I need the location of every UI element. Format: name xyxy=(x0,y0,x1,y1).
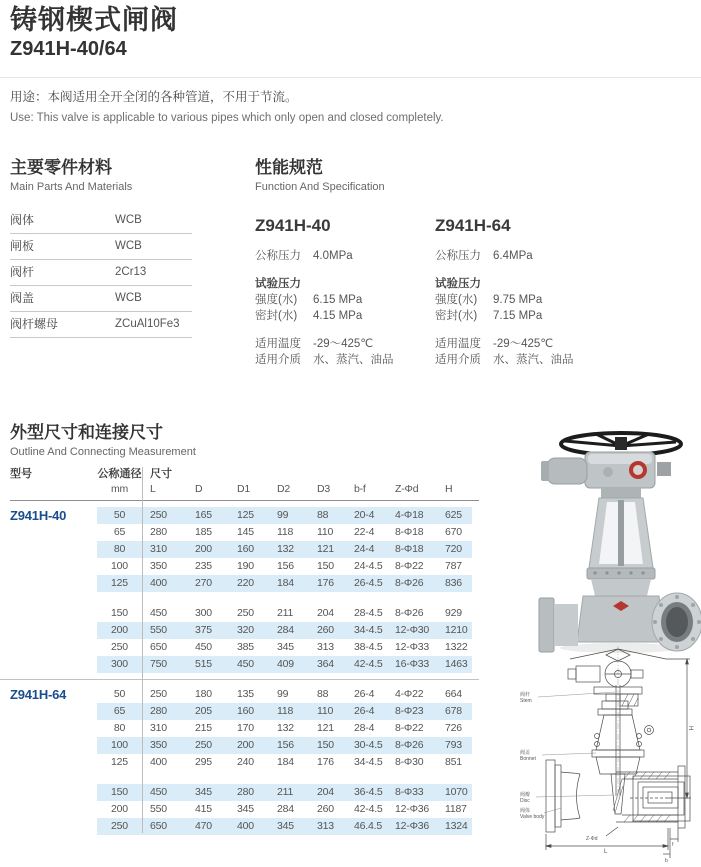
page-header xyxy=(10,4,178,61)
specification-section xyxy=(255,158,685,368)
dims-value: 470 xyxy=(195,820,212,832)
dims-value: 280 xyxy=(150,526,167,538)
dims-value: 720 xyxy=(445,543,462,555)
dims-row xyxy=(97,656,472,673)
spec-row xyxy=(435,352,615,368)
dims-value: 26-4 xyxy=(354,688,375,700)
use-note-cn: 用途：本阀适用全开全闭的各种管道，不用于节流。 xyxy=(10,90,298,104)
dims-group-model: Z941H-40 xyxy=(10,508,67,523)
dim-l-label: L xyxy=(604,849,608,855)
label-stem-cn: 阀杆 xyxy=(520,692,531,698)
dimensions-table xyxy=(10,467,479,833)
dims-group-model: Z941H-64 xyxy=(10,687,67,702)
electric-actuator xyxy=(541,452,671,488)
dims-value: 284 xyxy=(277,803,294,815)
dims-value: 160 xyxy=(237,543,254,555)
dims-dn-value: 50 xyxy=(113,509,126,521)
dims-value: 88 xyxy=(317,509,329,521)
dims-value: 364 xyxy=(317,658,334,670)
dims-row xyxy=(97,575,472,592)
dims-value: 156 xyxy=(277,739,294,751)
spec-model-column xyxy=(435,216,615,368)
dims-dn-value: 65 xyxy=(113,705,126,717)
size-col-header: Z-Φd xyxy=(395,483,419,495)
dims-value: 345 xyxy=(195,786,212,798)
row-gap xyxy=(97,592,472,605)
dims-value: 1324 xyxy=(445,820,468,832)
materials-title-en: Main Parts And Materials xyxy=(10,181,133,193)
dims-value: 205 xyxy=(195,705,212,717)
spec-title-en: Function And Specification xyxy=(255,181,385,193)
label-disc-en: Disc xyxy=(520,798,530,804)
dims-value: 156 xyxy=(277,560,294,572)
spec-row xyxy=(255,352,435,368)
dims-value: 8-Φ22 xyxy=(395,560,424,572)
dims-value: 678 xyxy=(445,705,462,717)
dims-value: 664 xyxy=(445,688,462,700)
spec-row xyxy=(435,276,615,292)
material-value: WCB xyxy=(115,214,142,226)
dims-value: 184 xyxy=(277,756,294,768)
spec-row xyxy=(435,248,615,264)
dims-value: 350 xyxy=(150,739,167,751)
dims-value: 726 xyxy=(445,722,462,734)
dims-value: 400 xyxy=(150,577,167,589)
dim-f-label: f xyxy=(672,842,674,848)
spec-value: 9.75 MPa xyxy=(493,294,543,306)
dims-row xyxy=(97,622,472,639)
dims-header-row-2 xyxy=(10,482,479,497)
dims-dn-value: 125 xyxy=(111,577,128,589)
dims-value: 99 xyxy=(277,688,289,700)
dims-value: 1187 xyxy=(445,803,467,815)
dims-dn-value: 250 xyxy=(111,820,128,832)
dims-dn-value: 150 xyxy=(111,786,128,798)
dims-value: 400 xyxy=(237,820,254,832)
dims-value: 165 xyxy=(195,509,212,521)
dims-value: 42-4.5 xyxy=(354,658,383,670)
dims-value: 310 xyxy=(150,543,167,555)
dims-value: 650 xyxy=(150,641,167,653)
dims-dn-value: 200 xyxy=(111,803,128,815)
spec-label: 试验压力 xyxy=(435,278,481,290)
dims-value: 250 xyxy=(150,509,167,521)
spec-row xyxy=(255,336,435,352)
dims-value: 121 xyxy=(317,722,334,734)
spec-model-name: Z941H-40 xyxy=(255,216,331,235)
spec-label: 公称压力 xyxy=(255,250,301,262)
col-header-model: 型号 xyxy=(10,468,32,480)
spec-label: 适用介质 xyxy=(435,354,481,366)
valve-photo xyxy=(535,420,701,655)
dims-value: 160 xyxy=(237,705,254,717)
dims-value: 200 xyxy=(237,739,254,751)
materials-title-cn: 主要零件材料 xyxy=(10,158,112,177)
dims-value: 185 xyxy=(195,526,212,538)
dims-dn-value: 80 xyxy=(113,543,126,555)
dims-value: 46.4.5 xyxy=(354,820,382,832)
dims-row xyxy=(97,737,472,754)
dims-value: 26-4.5 xyxy=(354,577,383,589)
dims-value: 110 xyxy=(317,705,334,717)
dims-value: 22-4 xyxy=(354,526,375,538)
dims-dn-value: 150 xyxy=(111,607,128,619)
dims-value: 28-4 xyxy=(354,722,375,734)
size-col-headers xyxy=(142,482,472,497)
material-row xyxy=(10,286,192,312)
dimension-lines xyxy=(546,659,691,858)
spec-model-name: Z941H-64 xyxy=(435,216,511,235)
material-part-name: 阀杆 xyxy=(10,265,35,279)
spec-row xyxy=(435,292,615,308)
dims-value: 125 xyxy=(237,509,254,521)
dims-value: 284 xyxy=(277,624,294,636)
dims-value: 42-4.5 xyxy=(354,803,383,815)
dims-value: 625 xyxy=(445,509,462,521)
dims-value: 24-4.5 xyxy=(354,560,383,572)
dims-value: 170 xyxy=(237,722,254,734)
dims-value: 280 xyxy=(237,786,254,798)
spec-label: 适用温度 xyxy=(255,338,301,350)
dims-row xyxy=(97,605,472,622)
dims-dn-value: 80 xyxy=(113,722,126,734)
dims-value: 220 xyxy=(237,577,254,589)
spec-title-cn: 性能规范 xyxy=(255,158,323,177)
material-part-name: 闸板 xyxy=(10,239,35,253)
label-body-cn: 阀体 xyxy=(520,808,531,814)
size-col-header: D3 xyxy=(317,483,331,495)
dims-value: 12-Φ33 xyxy=(395,641,430,653)
material-row xyxy=(10,260,192,286)
dims-groups xyxy=(10,507,479,835)
dims-value: 24-4 xyxy=(354,543,375,555)
dims-value: 12-Φ30 xyxy=(395,624,430,636)
dims-value: 26-4 xyxy=(354,705,375,717)
size-col-header: D1 xyxy=(237,483,251,495)
dims-value: 385 xyxy=(237,641,254,653)
dims-value: 121 xyxy=(317,543,334,555)
dims-value: 280 xyxy=(150,705,167,717)
spec-row xyxy=(435,336,615,352)
dims-value: 184 xyxy=(277,577,294,589)
dims-value: 132 xyxy=(277,722,294,734)
drawing-yoke xyxy=(595,715,654,750)
use-note xyxy=(0,77,701,124)
dims-value: 313 xyxy=(317,820,334,832)
spec-value: 4.15 MPa xyxy=(313,310,363,322)
size-col-header: L xyxy=(150,483,156,495)
dims-value: 345 xyxy=(277,820,294,832)
dims-value: 211 xyxy=(277,786,294,798)
dims-value: 1210 xyxy=(445,624,468,636)
dims-row xyxy=(97,686,472,703)
dims-value: 450 xyxy=(237,658,254,670)
dims-value: 793 xyxy=(445,739,462,751)
dims-value: 8-Φ23 xyxy=(395,705,424,717)
dims-value: 550 xyxy=(150,803,167,815)
materials-rows xyxy=(10,208,192,338)
dims-value: 215 xyxy=(195,722,212,734)
dims-row xyxy=(97,558,472,575)
dims-value: 30-4.5 xyxy=(354,739,383,751)
dims-row xyxy=(97,720,472,737)
dims-value: 750 xyxy=(150,658,167,670)
dims-value: 28-4.5 xyxy=(354,607,383,619)
dims-value: 375 xyxy=(195,624,212,636)
dims-value: 4-Φ18 xyxy=(395,509,424,521)
dims-value: 190 xyxy=(237,560,254,572)
dims-value: 204 xyxy=(317,607,334,619)
dims-value: 88 xyxy=(317,688,329,700)
dims-value: 135 xyxy=(237,688,254,700)
dims-value: 260 xyxy=(317,624,334,636)
dims-value: 320 xyxy=(237,624,254,636)
dims-value: 180 xyxy=(195,688,212,700)
spec-value: 6.4MPa xyxy=(493,250,533,262)
spec-value: 水、蒸汽、油品 xyxy=(313,354,394,366)
dims-value: 787 xyxy=(445,560,462,572)
dim-b-label: b xyxy=(665,858,668,864)
dims-value: 110 xyxy=(317,526,334,538)
dims-row xyxy=(97,801,472,818)
material-part-name: 阀盖 xyxy=(10,291,35,305)
dims-dn-value: 250 xyxy=(111,641,128,653)
dims-value: 12-Φ36 xyxy=(395,820,430,832)
spec-row xyxy=(255,308,435,324)
dims-dn-value: 65 xyxy=(113,526,126,538)
dims-value: 929 xyxy=(445,607,462,619)
spec-value: 4.0MPa xyxy=(313,250,353,262)
dims-row xyxy=(97,541,472,558)
label-bonnet-cn: 阀盖 xyxy=(520,750,531,756)
material-row xyxy=(10,208,192,234)
dims-value: 8-Φ26 xyxy=(395,577,424,589)
material-value: 2Cr13 xyxy=(115,266,147,278)
dims-value: 8-Φ33 xyxy=(395,786,424,798)
dims-dn-value: 125 xyxy=(111,756,128,768)
dims-value: 36-4.5 xyxy=(354,786,383,798)
dims-value: 409 xyxy=(277,658,294,670)
dims-value: 313 xyxy=(317,641,334,653)
dims-title-en: Outline And Connecting Measurement xyxy=(10,446,196,458)
dims-value: 200 xyxy=(195,543,212,555)
spec-label: 公称压力 xyxy=(435,250,481,262)
material-value: WCB xyxy=(115,292,142,304)
spec-row xyxy=(255,248,435,264)
dims-value: 38-4.5 xyxy=(354,641,383,653)
spec-row xyxy=(255,276,435,292)
dims-value: 150 xyxy=(317,560,334,572)
valve-drawing xyxy=(518,646,701,865)
dims-header-row-1 xyxy=(10,467,479,482)
dims-value: 235 xyxy=(195,560,212,572)
dims-value: 250 xyxy=(150,688,167,700)
col-header-spacer xyxy=(10,482,97,497)
spec-label: 强度(水) xyxy=(255,294,298,306)
material-part-name: 阀杆螺母 xyxy=(10,317,59,331)
dims-value: 118 xyxy=(277,526,294,538)
page-model-code: Z941H-40/64 xyxy=(10,38,127,60)
dims-value: 8-Φ30 xyxy=(395,756,424,768)
spec-row xyxy=(435,308,615,324)
spec-model-column xyxy=(255,216,435,368)
dims-value: 450 xyxy=(150,607,167,619)
dims-group xyxy=(10,686,479,835)
label-bonnet-en: Bonnet xyxy=(520,756,536,762)
spec-value: -29～425℃ xyxy=(493,338,554,350)
label-disc-cn: 阀瓣 xyxy=(520,792,531,798)
dims-value: 270 xyxy=(195,577,212,589)
dims-row xyxy=(97,524,472,541)
spec-row xyxy=(255,292,435,308)
col-header-size: 尺寸 xyxy=(150,468,172,480)
dims-value: 211 xyxy=(277,607,294,619)
dims-value: 1463 xyxy=(445,658,468,670)
dims-value: 260 xyxy=(317,803,334,815)
dims-value: 415 xyxy=(195,803,212,815)
dims-dn-value: 300 xyxy=(111,658,128,670)
dims-value: 16-Φ33 xyxy=(395,658,430,670)
dims-title-cn: 外型尺寸和连接尺寸 xyxy=(10,423,163,442)
dims-value: 145 xyxy=(237,526,254,538)
dims-value: 20-4 xyxy=(354,509,375,521)
spec-columns xyxy=(255,216,685,368)
dim-zd-label: Z-Φd xyxy=(586,836,598,842)
spec-label: 适用介质 xyxy=(255,354,301,366)
dims-value: 132 xyxy=(277,543,294,555)
dims-row xyxy=(97,507,472,524)
dims-value: 250 xyxy=(237,607,254,619)
dims-value: 1070 xyxy=(445,786,468,798)
col-header-dn-unit: mm xyxy=(110,483,129,495)
dims-value: 670 xyxy=(445,526,462,538)
valve-body xyxy=(539,568,701,652)
dims-value: 450 xyxy=(195,641,212,653)
size-col-header: D xyxy=(195,483,203,495)
dims-value: 650 xyxy=(150,820,167,832)
spec-value: -29～425℃ xyxy=(313,338,374,350)
dims-value: 150 xyxy=(317,739,334,751)
spec-value: 水、蒸汽、油品 xyxy=(493,354,574,366)
yoke xyxy=(589,488,653,568)
dims-value: 99 xyxy=(277,509,289,521)
size-col-header: H xyxy=(445,483,453,495)
label-stem-en: Stem xyxy=(520,698,532,704)
material-value: WCB xyxy=(115,240,142,252)
dims-value: 450 xyxy=(150,786,167,798)
group-separator xyxy=(0,679,479,680)
dims-value: 400 xyxy=(150,756,167,768)
dims-value: 4-Φ22 xyxy=(395,688,424,700)
dims-row xyxy=(97,818,472,835)
page-title: 铸钢楔式闸阀 xyxy=(10,5,178,35)
dims-value: 8-Φ26 xyxy=(395,607,424,619)
dims-value: 310 xyxy=(150,722,167,734)
dims-row xyxy=(97,639,472,656)
material-row xyxy=(10,312,192,338)
material-value: ZCuAl10Fe3 xyxy=(115,318,180,330)
dims-value: 515 xyxy=(195,658,212,670)
dims-dn-value: 100 xyxy=(111,739,128,751)
dims-value: 851 xyxy=(445,756,462,768)
dims-table-header xyxy=(10,467,479,501)
spec-label: 试验压力 xyxy=(255,278,301,290)
materials-section xyxy=(10,158,192,338)
label-body-en: Valve body xyxy=(520,814,545,820)
dims-value: 345 xyxy=(237,803,254,815)
dims-value: 118 xyxy=(277,705,294,717)
dims-value: 12-Φ36 xyxy=(395,803,430,815)
col-header-dn: 公称通径 xyxy=(97,468,142,480)
dims-value: 550 xyxy=(150,624,167,636)
dims-value: 8-Φ18 xyxy=(395,543,424,555)
dims-value: 300 xyxy=(195,607,212,619)
dims-dn-value: 200 xyxy=(111,624,128,636)
dims-value: 176 xyxy=(317,577,334,589)
size-col-header: b-f xyxy=(354,483,366,495)
spec-label: 密封(水) xyxy=(435,310,478,322)
dimensions-section-header xyxy=(10,423,196,459)
spec-value: 7.15 MPa xyxy=(493,310,543,322)
row-gap xyxy=(97,771,472,784)
use-note-en: Use: This valve is applicable to various pipes which only open and closed completely. xyxy=(10,112,444,124)
dims-value: 836 xyxy=(445,577,462,589)
dims-value: 34-4.5 xyxy=(354,756,383,768)
dims-value: 240 xyxy=(237,756,254,768)
dims-value: 350 xyxy=(150,560,167,572)
dim-h-label: H xyxy=(687,726,693,731)
material-part-name: 阀体 xyxy=(10,213,35,227)
dims-value: 34-4.5 xyxy=(354,624,383,636)
dims-value: 1322 xyxy=(445,641,468,653)
table-divider-line xyxy=(142,467,143,833)
dims-value: 8-Φ22 xyxy=(395,722,424,734)
dims-value: 345 xyxy=(277,641,294,653)
dims-row xyxy=(97,754,472,771)
dims-value: 8-Φ26 xyxy=(395,739,424,751)
dims-value: 8-Φ18 xyxy=(395,526,424,538)
dims-rows xyxy=(97,507,472,673)
dims-row xyxy=(97,784,472,801)
dims-row xyxy=(97,703,472,720)
spec-label: 强度(水) xyxy=(435,294,478,306)
size-col-header: D2 xyxy=(277,483,291,495)
material-row xyxy=(10,234,192,260)
dims-value: 250 xyxy=(195,739,212,751)
spec-value: 6.15 MPa xyxy=(313,294,363,306)
spec-label: 适用温度 xyxy=(435,338,481,350)
dims-value: 176 xyxy=(317,756,334,768)
dims-value: 295 xyxy=(195,756,212,768)
spec-label: 密封(水) xyxy=(255,310,298,322)
dims-dn-value: 100 xyxy=(111,560,128,572)
dims-group xyxy=(10,507,479,673)
dims-rows xyxy=(97,686,472,835)
stem-rod xyxy=(618,500,624,566)
dims-dn-value: 50 xyxy=(113,688,126,700)
dims-value: 204 xyxy=(317,786,334,798)
drawing-actuator xyxy=(568,661,643,694)
